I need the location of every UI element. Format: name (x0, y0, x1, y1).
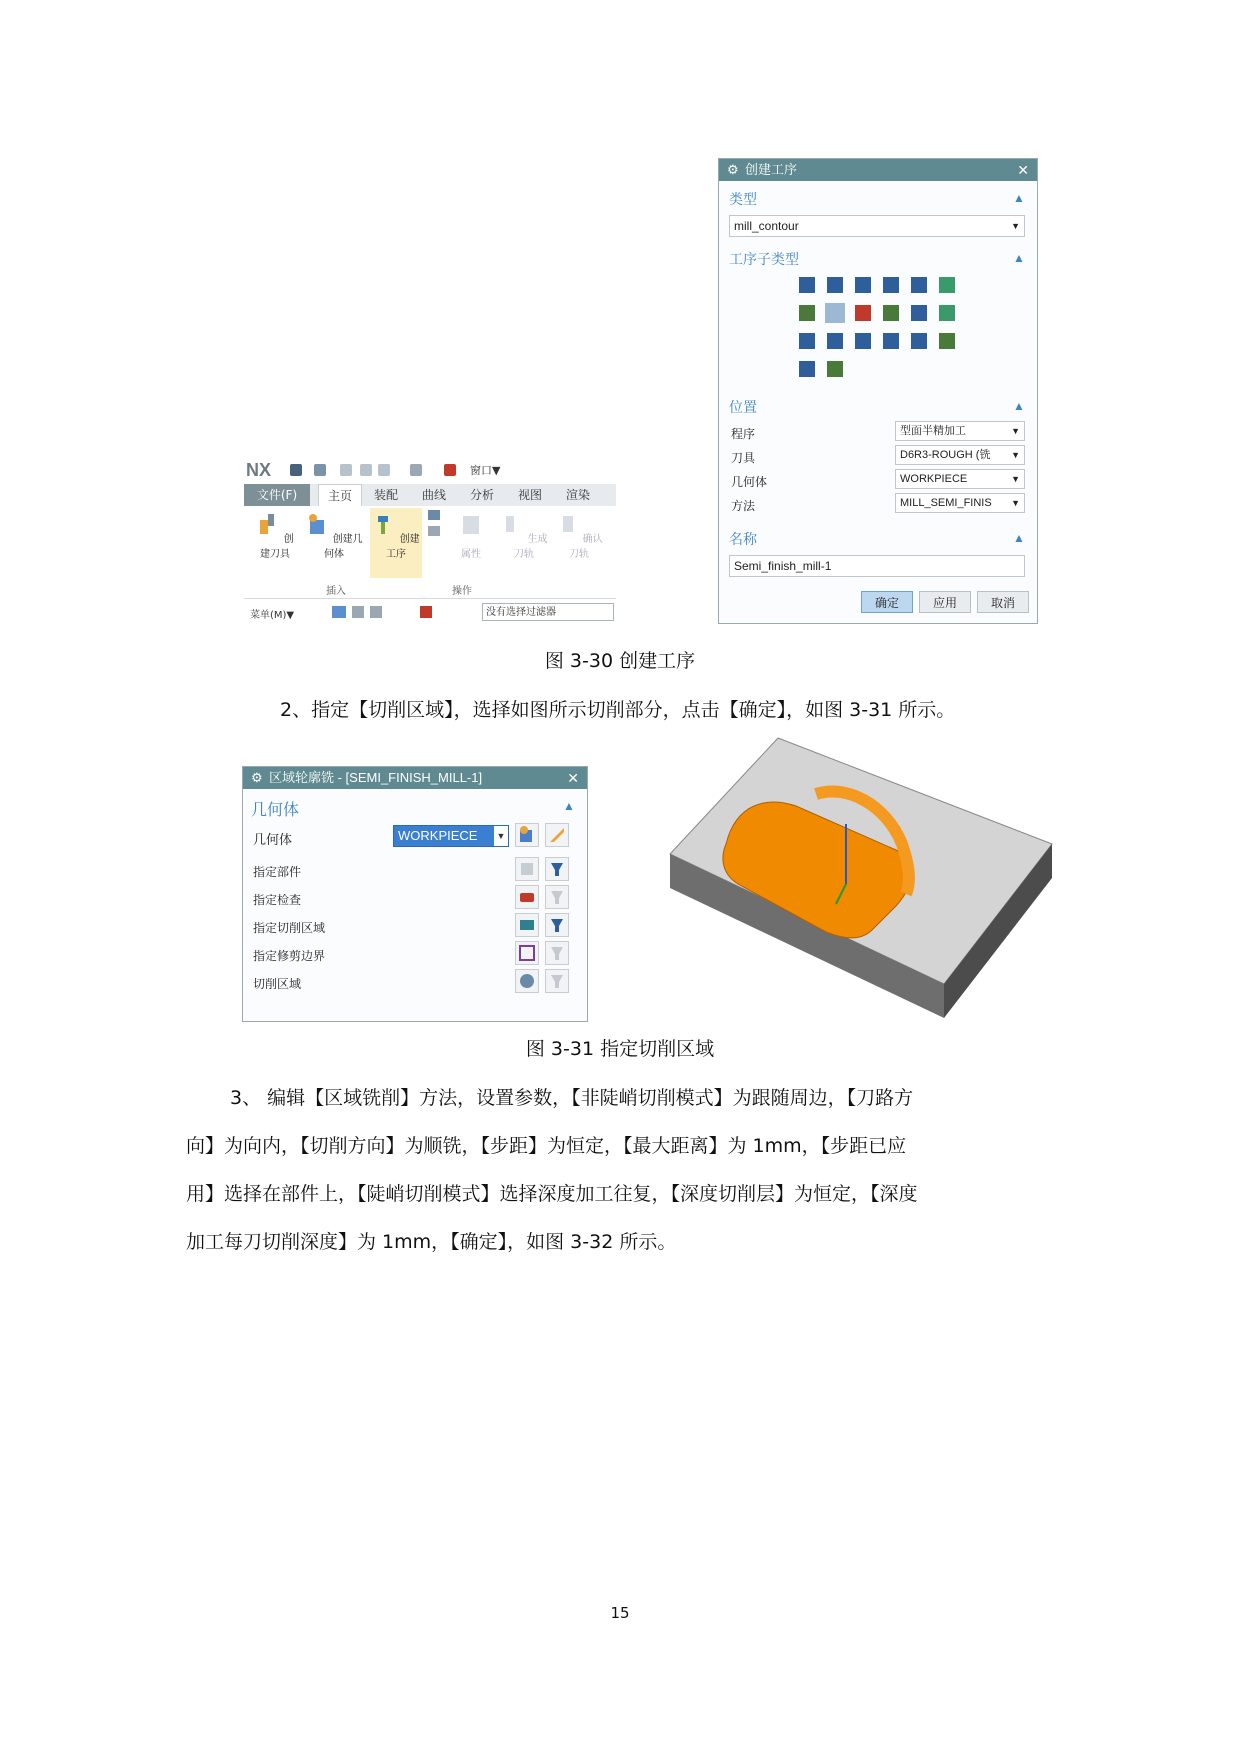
chevron-down-icon: ▼ (1011, 498, 1020, 508)
properties-label: 属性 (461, 549, 481, 560)
method-select[interactable] (895, 493, 1025, 513)
type-select[interactable] (729, 215, 1025, 237)
paste-icon[interactable] (378, 464, 390, 476)
small-tools-icons[interactable] (428, 510, 444, 536)
geometry-label: 几何体 (731, 475, 768, 489)
create-operation-icon (372, 512, 396, 536)
method-label: 方法 (731, 499, 756, 513)
specify-check-icon[interactable] (515, 885, 539, 909)
select-icon[interactable] (332, 606, 346, 618)
page-number: 15 (610, 1604, 630, 1622)
tab-home[interactable]: 主页 (318, 484, 362, 507)
snap-icon[interactable] (352, 606, 364, 618)
method-value: MILL_SEMI_FINIS (900, 497, 992, 509)
tab-view[interactable]: 视图 (517, 488, 542, 502)
contour-area-dialog (242, 766, 588, 1022)
snap2-icon[interactable] (370, 606, 382, 618)
paragraph-step-3 (186, 1074, 1066, 1266)
quick-access-toolbar (244, 458, 616, 482)
group-operation: 操作 (452, 586, 472, 597)
specify-part-icon[interactable] (515, 857, 539, 881)
group-insert: 插入 (326, 586, 346, 597)
selection-filter-dropdown[interactable]: 没有选择过滤器 (482, 603, 614, 621)
tool-value: D6R3-ROUGH (铣 (900, 449, 991, 461)
program-label: 程序 (731, 427, 756, 441)
specify-cut-area-label: 指定切削区域 (253, 921, 326, 935)
tab-render[interactable]: 渲染 (565, 488, 590, 502)
specify-part-label: 指定部件 (253, 865, 302, 879)
close-icon[interactable]: ✕ (567, 770, 579, 786)
geometry-value: WORKPIECE (398, 828, 478, 843)
section-name[interactable]: 名称 (729, 531, 757, 547)
collapse-name-icon[interactable]: ▲ (1013, 531, 1025, 545)
nx-logo: NX (246, 460, 272, 480)
redo-icon[interactable] (340, 464, 352, 476)
flashlight-icon[interactable] (545, 941, 569, 965)
section-type[interactable]: 类型 (729, 191, 757, 207)
properties-icon (459, 512, 483, 536)
touch-mode-icon[interactable] (444, 464, 456, 476)
collapse-geometry-icon[interactable]: ▲ (563, 799, 575, 813)
tab-assembly[interactable]: 装配 (373, 488, 398, 502)
operation-subtype-icons[interactable] (799, 277, 979, 381)
tool-select[interactable] (895, 445, 1025, 465)
create-operation-label: 创建工序 (386, 534, 420, 560)
gear-icon: ⚙ (727, 162, 739, 177)
command-finder-icon[interactable] (410, 464, 422, 476)
properties-button[interactable] (456, 512, 486, 560)
geometry-label: 几何体 (253, 832, 293, 847)
close-icon[interactable]: ✕ (1017, 162, 1029, 178)
flashlight-icon[interactable] (545, 969, 569, 993)
tab-file[interactable]: 文件(F) (244, 484, 310, 506)
dialog2-title: 区域轮廓铣 - [SEMI_FINISH_MILL-1] (269, 770, 483, 785)
paragraph-line: 向】为向内，【切削方向】为顺铣，【步距】为恒定，【最大距离】为 1mm，【步距已应 (186, 1135, 907, 1157)
gear-icon: ⚙ (251, 770, 263, 785)
create-tool-label: 创建刀具 (260, 534, 294, 560)
copy-icon[interactable] (360, 464, 372, 476)
dialog2-title-bar (243, 767, 587, 789)
paragraph-step-2: 2、指定【切削区域】，选择如图所示切削部分，点击【确定】，如图 3-31 所示。 (280, 699, 956, 721)
cut-area-label: 切削区域 (253, 977, 302, 991)
chevron-down-icon: ▼ (1011, 450, 1020, 460)
specify-check-label: 指定检查 (253, 893, 302, 907)
generate-toolpath-label: 生成刀轨 (514, 534, 548, 560)
cut-area-icon[interactable] (515, 969, 539, 993)
create-geometry-button[interactable] (304, 512, 364, 560)
section-subtype[interactable]: 工序子类型 (729, 251, 799, 267)
chevron-down-icon: ▼ (1011, 474, 1020, 484)
specify-trim-boundary-icon[interactable] (515, 941, 539, 965)
subtype-icon-grid (799, 277, 979, 381)
program-value: 型面半精加工 (900, 425, 966, 437)
ok-button[interactable]: 确定 (861, 591, 913, 613)
tool-label: 刀具 (731, 451, 756, 465)
flashlight-icon[interactable] (545, 857, 569, 881)
section-location[interactable]: 位置 (729, 399, 757, 415)
operation-name-value: Semi_finish_mill-1 (734, 559, 832, 573)
section-geometry[interactable]: 几何体 (251, 802, 300, 819)
create-tool-icon (256, 512, 280, 536)
operation-name-input[interactable] (729, 555, 1025, 577)
caption-figure-3-30: 图 3-30 创建工序 (544, 650, 696, 672)
verify-toolpath-icon (555, 512, 579, 536)
program-select[interactable] (895, 421, 1025, 441)
dialog-title-bar (719, 159, 1037, 181)
create-geometry-label: 创建几何体 (324, 534, 363, 560)
geometry-value: WORKPIECE (900, 473, 968, 485)
nx-ribbon-screenshot (244, 458, 616, 626)
paragraph-line: 加工每刀切削深度】为 1mm，【确定】，如图 3-32 所示。 (186, 1231, 677, 1253)
collapse-type-icon[interactable]: ▲ (1013, 191, 1025, 205)
chevron-down-icon: ▼ (1011, 221, 1020, 231)
specify-cut-area-icon[interactable] (515, 913, 539, 937)
edit-wrench-icon[interactable] (545, 823, 569, 847)
apply-button[interactable]: 应用 (919, 591, 971, 613)
geometry-select[interactable] (895, 469, 1025, 489)
tab-curve[interactable]: 曲线 (421, 488, 446, 502)
ribbon-tabs (244, 484, 616, 506)
menu-button[interactable]: 菜单(M)▼ (250, 610, 295, 621)
create-geometry-icon (305, 512, 329, 536)
create-tool-button[interactable] (252, 512, 298, 560)
flashlight-icon[interactable] (545, 913, 569, 937)
window-menu[interactable]: 窗口▼ (470, 464, 501, 477)
collapse-subtype-icon[interactable]: ▲ (1013, 251, 1025, 265)
geometry-select[interactable] (393, 825, 509, 847)
type-select-value: mill_contour (734, 219, 799, 233)
dialog-title: 创建工序 (745, 162, 798, 177)
create-operation-button[interactable] (370, 508, 422, 578)
paragraph-line: 3、 编辑【区域铣削】方法，设置参数，【非陡峭切削模式】为跟随周边，【刀路方 (230, 1087, 914, 1109)
flashlight-icon[interactable] (545, 885, 569, 909)
selection-bar (244, 600, 616, 626)
generate-toolpath-button[interactable] (500, 512, 548, 560)
tab-analysis[interactable]: 分析 (469, 488, 494, 502)
create-operation-dialog (718, 158, 1038, 624)
cancel-button[interactable]: 取消 (977, 591, 1029, 613)
paragraph-line: 用】选择在部件上，【陡峭切削模式】选择深度加工往复，【深度切削层】为恒定，【深度 (186, 1183, 918, 1205)
chevron-down-icon: ▼ (1011, 426, 1020, 436)
save-icon[interactable] (290, 464, 302, 476)
collapse-location-icon[interactable]: ▲ (1013, 399, 1025, 413)
caption-figure-3-31: 图 3-31 指定切削区域 (525, 1038, 715, 1060)
verify-toolpath-label: 确认刀轨 (569, 534, 603, 560)
ribbon-home-panel (244, 506, 616, 599)
generate-toolpath-icon (500, 512, 524, 536)
verify-toolpath-button[interactable] (554, 512, 604, 560)
specify-trim-boundary-label: 指定修剪边界 (253, 949, 326, 963)
chevron-down-icon: ▼ (494, 826, 508, 846)
new-geometry-icon[interactable] (515, 823, 539, 847)
undo-icon[interactable] (314, 464, 326, 476)
filter-icon[interactable] (420, 606, 432, 618)
workpiece-3d-model (666, 734, 1056, 1020)
